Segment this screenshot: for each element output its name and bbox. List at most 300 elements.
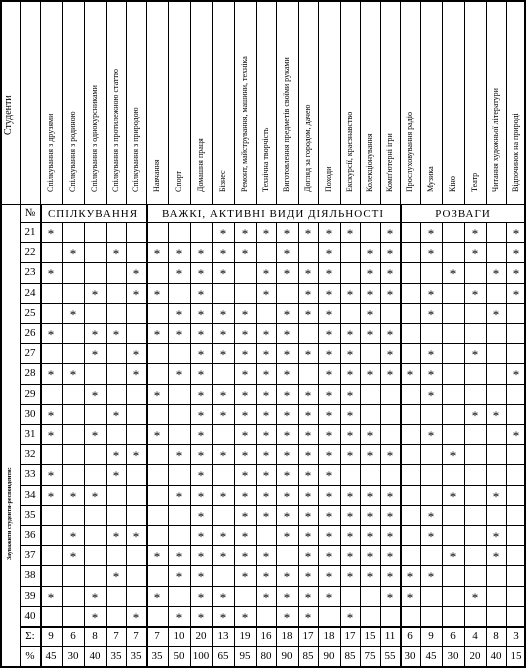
table-cell [106, 262, 126, 283]
row-number: 22 [24, 246, 36, 258]
percent-cell: 90 [281, 650, 293, 662]
table-cell [276, 283, 298, 304]
table-cell: * [283, 489, 291, 504]
table-cell: * [304, 509, 312, 524]
table-cell: * [262, 367, 270, 382]
table-cell [360, 464, 380, 485]
row-number: 26 [24, 327, 36, 339]
table-cell [464, 363, 486, 384]
table-cell [380, 384, 400, 405]
table-cell: * [197, 610, 205, 625]
table-cell [146, 606, 168, 627]
table-cell: * [175, 549, 183, 564]
table-cell: * [241, 388, 249, 403]
percent-cell: 35 [151, 650, 163, 662]
table-cell [212, 363, 234, 384]
table-cell [84, 404, 106, 425]
table-cell: * [386, 448, 394, 463]
table-cell [506, 343, 526, 364]
table-cell: * [47, 408, 55, 423]
table-cell: * [132, 287, 140, 302]
grid-line [0, 0, 2, 666]
percent-cell: 40 [89, 650, 101, 662]
table-cell: * [304, 569, 312, 584]
table-cell [84, 262, 106, 283]
table-cell [126, 485, 146, 506]
table-cell: * [346, 367, 354, 382]
table-cell: * [471, 347, 479, 362]
table-cell: * [47, 226, 55, 241]
table-cell: * [366, 327, 374, 342]
table-cell: * [112, 327, 120, 342]
corner-label-text: Студенти [3, 95, 14, 135]
table-cell [126, 303, 146, 324]
table-cell: * [386, 367, 394, 382]
table-cell [442, 505, 464, 526]
table-cell: * [197, 367, 205, 382]
table-cell: * [219, 347, 227, 362]
table-cell [506, 545, 526, 566]
table-cell [62, 424, 84, 445]
table-cell [400, 606, 420, 627]
table-cell: * [91, 287, 99, 302]
table-cell: * [197, 489, 205, 504]
table-cell [442, 303, 464, 324]
row-number: 29 [24, 388, 36, 400]
table-cell [40, 242, 62, 263]
table-cell: * [346, 408, 354, 423]
table-cell [126, 505, 146, 526]
table-cell [106, 283, 126, 304]
table-cell [486, 424, 506, 445]
table-cell: * [304, 529, 312, 544]
table-cell [486, 222, 506, 243]
column-header-label: Комп'ютерні ігри [385, 133, 394, 192]
table-cell [442, 222, 464, 243]
table-cell [464, 606, 486, 627]
table-cell [360, 222, 380, 243]
table-cell [126, 323, 146, 344]
table-cell: * [219, 610, 227, 625]
table-cell: * [325, 489, 333, 504]
table-cell: * [492, 489, 500, 504]
row-number: 39 [24, 590, 36, 602]
table-cell: * [153, 327, 161, 342]
table-cell: * [175, 367, 183, 382]
table-cell [298, 242, 318, 263]
table-cell: * [304, 468, 312, 483]
table-cell: * [471, 226, 479, 241]
row-number: 23 [24, 266, 36, 278]
table-cell [126, 464, 146, 485]
table-cell [212, 505, 234, 526]
table-cell: * [197, 468, 205, 483]
row-number: 27 [24, 347, 36, 359]
table-cell: * [91, 428, 99, 443]
table-cell [506, 404, 526, 425]
table-cell [84, 444, 106, 465]
table-cell [256, 242, 276, 263]
sum-cell: 17 [302, 630, 314, 642]
table-cell [126, 545, 146, 566]
table-cell: * [427, 287, 435, 302]
column-header-label: Спілкування з друзями [46, 113, 55, 192]
table-cell: * [197, 590, 205, 605]
percent-cell: 75 [364, 650, 376, 662]
column-header-label: Спілкування з однокурсниками [90, 85, 99, 192]
table-cell: * [69, 529, 77, 544]
table-cell [486, 565, 506, 586]
table-cell [146, 262, 168, 283]
percent-label: % [25, 650, 35, 662]
grid-line [420, 0, 421, 204]
percent-cell: 50 [173, 650, 185, 662]
grid-line [0, 204, 20, 205]
table-cell [212, 424, 234, 445]
table-cell: * [304, 489, 312, 504]
table-cell [486, 363, 506, 384]
table-cell: * [175, 489, 183, 504]
sum-cell: 10 [173, 630, 185, 642]
table-cell [486, 323, 506, 344]
table-cell: * [47, 266, 55, 281]
table-cell [62, 323, 84, 344]
table-cell: * [386, 287, 394, 302]
row-number: 32 [24, 448, 36, 460]
table-cell: * [386, 569, 394, 584]
table-cell: * [175, 246, 183, 261]
table-cell: * [91, 590, 99, 605]
table-cell: * [241, 509, 249, 524]
table-cell: * [325, 428, 333, 443]
table-cell: * [241, 569, 249, 584]
grid-line [380, 0, 381, 204]
table-cell [360, 343, 380, 364]
table-cell: * [69, 367, 77, 382]
table-cell: * [406, 367, 414, 382]
row-number: 40 [24, 610, 36, 622]
table-cell: * [241, 529, 249, 544]
table-cell [360, 404, 380, 425]
table-cell: * [366, 266, 374, 281]
table-cell: * [471, 287, 479, 302]
table-cell [464, 444, 486, 465]
number-header: № [24, 207, 36, 219]
table-cell: * [325, 388, 333, 403]
table-cell: * [283, 509, 291, 524]
table-cell: * [153, 287, 161, 302]
sum-cell: 6 [407, 630, 413, 642]
table-cell: * [471, 408, 479, 423]
table-cell [126, 565, 146, 586]
table-cell: * [346, 347, 354, 362]
table-cell: * [325, 468, 333, 483]
table-cell: * [262, 448, 270, 463]
table-cell [234, 283, 256, 304]
table-cell [442, 404, 464, 425]
table-cell: * [283, 388, 291, 403]
table-cell: * [175, 266, 183, 281]
table-cell: * [69, 246, 77, 261]
table-cell: * [112, 569, 120, 584]
table-cell [400, 404, 420, 425]
table-cell: * [304, 549, 312, 564]
percent-cell: 30 [447, 650, 459, 662]
table-cell: * [427, 509, 435, 524]
table-cell: * [492, 408, 500, 423]
column-header-label: Спілкування з родиною [68, 111, 77, 192]
table-cell [84, 363, 106, 384]
table-cell: * [492, 529, 500, 544]
sum-cell: 18 [323, 630, 335, 642]
percent-cell: 55 [384, 650, 396, 662]
table-cell: * [153, 590, 161, 605]
table-cell [442, 343, 464, 364]
table-cell [40, 384, 62, 405]
table-cell: * [197, 448, 205, 463]
table-cell: * [304, 388, 312, 403]
table-cell: * [197, 266, 205, 281]
table-cell: * [512, 226, 520, 241]
table-cell [464, 505, 486, 526]
table-cell: * [283, 610, 291, 625]
table-cell [442, 424, 464, 445]
table-cell [340, 586, 360, 607]
table-cell [506, 606, 526, 627]
table-cell [106, 606, 126, 627]
table-cell [464, 485, 486, 506]
table-cell [400, 545, 420, 566]
table-cell [486, 343, 506, 364]
table-cell: * [112, 408, 120, 423]
table-cell: * [512, 428, 520, 443]
table-cell: * [283, 590, 291, 605]
table-cell [84, 505, 106, 526]
table-cell: * [283, 448, 291, 463]
grid-line [126, 0, 127, 204]
table-cell: * [325, 448, 333, 463]
table-cell [40, 565, 62, 586]
table-cell: * [153, 246, 161, 261]
table-cell [340, 464, 360, 485]
column-header-label: Навчання [152, 159, 161, 192]
table-cell: * [471, 246, 479, 261]
table-cell [256, 606, 276, 627]
table-cell: * [304, 408, 312, 423]
table-cell [420, 262, 442, 283]
table-cell [62, 565, 84, 586]
table-cell: * [427, 307, 435, 322]
percent-cell: 20 [469, 650, 481, 662]
table-cell [464, 525, 486, 546]
percent-cell: 90 [323, 650, 335, 662]
table-cell [146, 363, 168, 384]
table-cell: * [262, 347, 270, 362]
table-cell: * [325, 226, 333, 241]
table-cell [464, 424, 486, 445]
table-cell [146, 343, 168, 364]
table-cell: * [346, 388, 354, 403]
column-header-label: Догляд за городом, дачею [303, 104, 312, 192]
table-cell [380, 464, 400, 485]
table-cell: * [492, 266, 500, 281]
table-cell: * [386, 226, 394, 241]
table-cell: * [262, 590, 270, 605]
table-cell [212, 283, 234, 304]
table-cell [40, 303, 62, 324]
percent-cell: 65 [217, 650, 229, 662]
row-number: 34 [24, 489, 36, 501]
grid-line [62, 0, 63, 204]
table-cell: * [346, 610, 354, 625]
table-cell [40, 505, 62, 526]
table-cell [506, 384, 526, 405]
table-cell [486, 586, 506, 607]
table-cell [486, 606, 506, 627]
table-cell [168, 404, 190, 425]
table-cell: * [47, 489, 55, 504]
table-cell: * [219, 246, 227, 261]
percent-cell: 15 [510, 650, 522, 662]
column-header-label: Технічна творчість [261, 127, 270, 192]
table-cell: * [47, 468, 55, 483]
table-cell [442, 363, 464, 384]
table-cell [486, 505, 506, 526]
table-cell: * [241, 489, 249, 504]
table-cell: * [153, 428, 161, 443]
table-cell: * [197, 246, 205, 261]
table-cell: * [283, 266, 291, 281]
column-header-label: Бізнес [218, 170, 227, 192]
table-cell: * [47, 428, 55, 443]
grid-line [40, 0, 41, 204]
table-cell [442, 242, 464, 263]
sum-cell: 20 [195, 630, 207, 642]
table-cell: * [197, 428, 205, 443]
group-label: ВАЖКІ, АКТИВНІ ВИДИ ДІЯЛЬНОСТІ [161, 208, 385, 220]
row-number: 38 [24, 569, 36, 581]
table-cell: * [283, 307, 291, 322]
table-cell [168, 343, 190, 364]
table-cell: * [132, 347, 140, 362]
table-cell [62, 283, 84, 304]
table-cell [442, 586, 464, 607]
table-cell [380, 424, 400, 445]
table-cell: * [241, 327, 249, 342]
row-number: 24 [24, 287, 36, 299]
table-cell: * [283, 367, 291, 382]
table-cell [106, 545, 126, 566]
table-cell [106, 384, 126, 405]
table-cell: * [197, 287, 205, 302]
sum-cell: 7 [154, 630, 160, 642]
sum-cell: 3 [513, 630, 519, 642]
table-cell [62, 586, 84, 607]
table-cell [212, 464, 234, 485]
table-cell: * [346, 509, 354, 524]
table-cell: * [262, 549, 270, 564]
table-cell [106, 485, 126, 506]
table-cell: * [427, 347, 435, 362]
table-cell [380, 606, 400, 627]
percent-cell: 35 [110, 650, 122, 662]
table-cell [40, 525, 62, 546]
table-cell: * [386, 266, 394, 281]
table-cell: * [512, 367, 520, 382]
table-cell [400, 343, 420, 364]
table-cell: * [132, 529, 140, 544]
table-cell [464, 545, 486, 566]
table-cell [190, 222, 212, 243]
table-cell [168, 424, 190, 445]
table-cell [400, 505, 420, 526]
table-cell [400, 323, 420, 344]
sum-cell: 19 [239, 630, 251, 642]
grid-line [298, 0, 299, 204]
grid-line [400, 0, 401, 204]
table-cell [146, 485, 168, 506]
table-cell [420, 444, 442, 465]
table-cell [62, 505, 84, 526]
table-cell: * [346, 226, 354, 241]
table-cell [506, 464, 526, 485]
table-cell [146, 464, 168, 485]
table-cell [234, 586, 256, 607]
table-cell [84, 222, 106, 243]
table-cell [506, 525, 526, 546]
row-number: 31 [24, 428, 36, 440]
sum-cell: 8 [493, 630, 499, 642]
grid-line [256, 0, 257, 204]
table-cell [146, 505, 168, 526]
column-header-label: Походи [324, 166, 333, 192]
table-cell [40, 606, 62, 627]
table-cell [360, 384, 380, 405]
table-cell: * [91, 489, 99, 504]
table-cell: * [366, 509, 374, 524]
row-number: 33 [24, 468, 36, 480]
table-cell: * [219, 549, 227, 564]
percent-cell: 45 [45, 650, 57, 662]
grid-line [442, 0, 443, 204]
sum-cell: 8 [92, 630, 98, 642]
table-cell [442, 565, 464, 586]
table-cell [400, 242, 420, 263]
table-cell [168, 384, 190, 405]
sum-cell: 11 [384, 630, 396, 642]
table-cell: * [386, 549, 394, 564]
table-cell: * [325, 408, 333, 423]
table-cell: * [427, 246, 435, 261]
sum-cell: 16 [260, 630, 272, 642]
table-cell: * [112, 448, 120, 463]
table-cell: * [386, 489, 394, 504]
grid-line [486, 0, 487, 204]
table-cell: * [406, 590, 414, 605]
table-cell: * [471, 590, 479, 605]
table-cell [62, 606, 84, 627]
table-cell: * [47, 327, 55, 342]
table-cell: * [69, 489, 77, 504]
table-cell [442, 323, 464, 344]
table-cell: * [262, 226, 270, 241]
table-cell [506, 323, 526, 344]
column-header-label: Спілкування з протилежною статтю [111, 69, 120, 192]
table-cell: * [427, 388, 435, 403]
table-cell [360, 586, 380, 607]
table-cell: * [386, 509, 394, 524]
percent-cell: 85 [344, 650, 356, 662]
